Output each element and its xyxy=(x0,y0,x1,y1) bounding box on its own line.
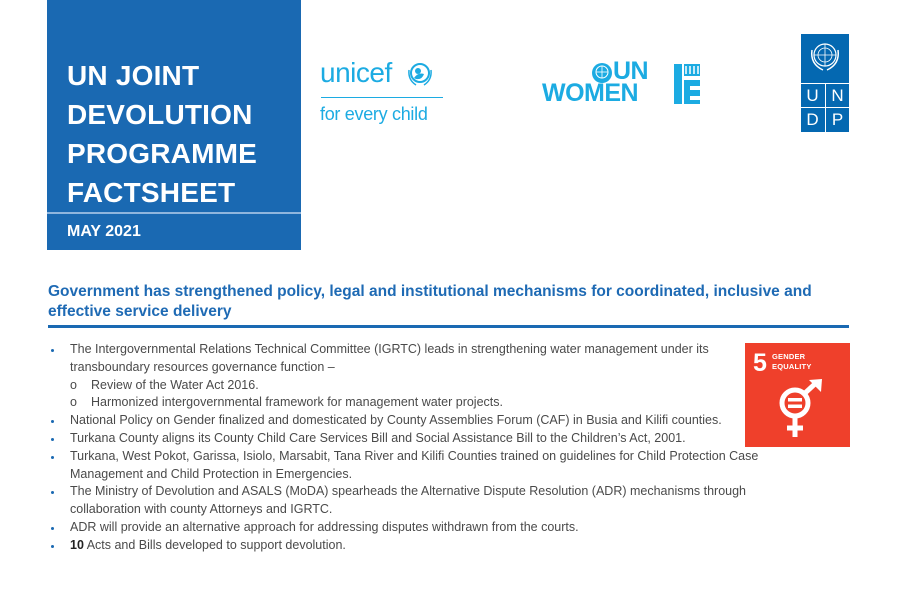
title-line-4: FACTSHEET xyxy=(67,177,236,208)
list-item-text: Acts and Bills developed to support devolution. xyxy=(83,537,346,552)
title-line-2: DEVOLUTION xyxy=(67,99,253,130)
undp-letter-p: P xyxy=(831,110,844,129)
gender-equality-icon xyxy=(773,379,825,441)
bullet-icon xyxy=(51,349,54,352)
bullet-icon xyxy=(51,456,54,459)
bullet-icon xyxy=(51,420,54,423)
list-item xyxy=(48,430,838,448)
factsheet-title xyxy=(67,56,257,212)
list-item xyxy=(48,483,818,519)
list-item-text: Turkana County aligns its County Child Care Services Bill and Social Assistance Bill to the Children’s Act, 2001. xyxy=(70,430,686,445)
sub-bullet-icon: o xyxy=(70,377,77,392)
undp-logo xyxy=(801,34,849,132)
achievements-list xyxy=(48,341,828,555)
sdg-number: 5 xyxy=(753,349,767,377)
factsheet-title-box xyxy=(47,0,301,250)
factsheet-date: MAY 2021 xyxy=(67,223,141,240)
acts-count: 10 xyxy=(70,537,84,552)
undp-letters xyxy=(801,84,849,132)
sdg-label xyxy=(772,352,812,372)
list-subitem-text: Harmonized intergovernmental framework for management water projects. xyxy=(91,395,503,410)
un-emblem-icon xyxy=(807,38,843,74)
list-item xyxy=(48,537,828,555)
unicef-logo xyxy=(320,58,450,130)
bullet-icon xyxy=(51,527,54,530)
list-item-text: The Ministry of Devolution and ASALS (MoDA) spearheads the Alternative Dispute Resolution (ADR) mechanisms through collaboration with county Attorneys and IGRTC. xyxy=(70,484,747,517)
sdg-label-line1: GENDER xyxy=(772,352,806,361)
list-item-text: Turkana, West Pokot, Garissa, Isiolo, Marsabit, Tana River and Kilifi Counties trained on guidelines for Child Protection Case Management and Child Protection in Emergencies. xyxy=(70,448,759,481)
list-item-text: National Policy on Gender finalized and domesticated by County Assemblies Forum (CAF) in Busia and Kilifi counties. xyxy=(70,413,722,428)
list-item xyxy=(48,448,828,484)
title-line-1: UN JOINT xyxy=(67,60,200,91)
list-item xyxy=(48,412,738,430)
unicef-emblem-icon xyxy=(406,60,434,88)
list-subitem xyxy=(48,377,828,395)
unicef-wordmark: unicef xyxy=(320,57,392,88)
sdg-5-tile xyxy=(745,343,850,447)
list-item-text: ADR will provide an alternative approach for addressing disputes withdrawn from the courts. xyxy=(70,519,579,534)
title-divider xyxy=(47,212,301,214)
bullet-icon xyxy=(51,491,54,494)
title-line-3: PROGRAMME xyxy=(67,138,258,169)
un-women-logo xyxy=(542,57,702,108)
list-item xyxy=(48,519,828,537)
undp-letter-d: D xyxy=(806,110,819,129)
unicef-tagline: for every child xyxy=(320,104,428,124)
list-item-text: The Intergovernmental Relations Technical Committee (IGRTC) leads in strengthening water management under its transboundary resources governance function – xyxy=(70,342,709,374)
section-underline xyxy=(48,325,849,328)
undp-letter-u: U xyxy=(806,86,819,105)
section-heading: Government has strengthened policy, legal and institutional mechanisms for coordinated, inclusive and effective service delivery xyxy=(48,283,812,320)
sub-bullet-icon: o xyxy=(70,395,77,410)
un-women-symbol-icon xyxy=(672,60,702,106)
un-women-line2: WOMEN xyxy=(542,79,639,107)
un-women-line1: UN xyxy=(613,57,649,85)
sdg-label-line2: EQUALITY xyxy=(772,362,812,371)
list-subitem xyxy=(48,394,828,412)
list-item xyxy=(48,341,738,377)
list-subitem-text: Review of the Water Act 2016. xyxy=(91,377,259,392)
unicef-rule xyxy=(321,97,443,98)
bullet-icon xyxy=(51,545,54,548)
bullet-icon xyxy=(51,438,54,441)
undp-letter-n: N xyxy=(831,86,844,105)
